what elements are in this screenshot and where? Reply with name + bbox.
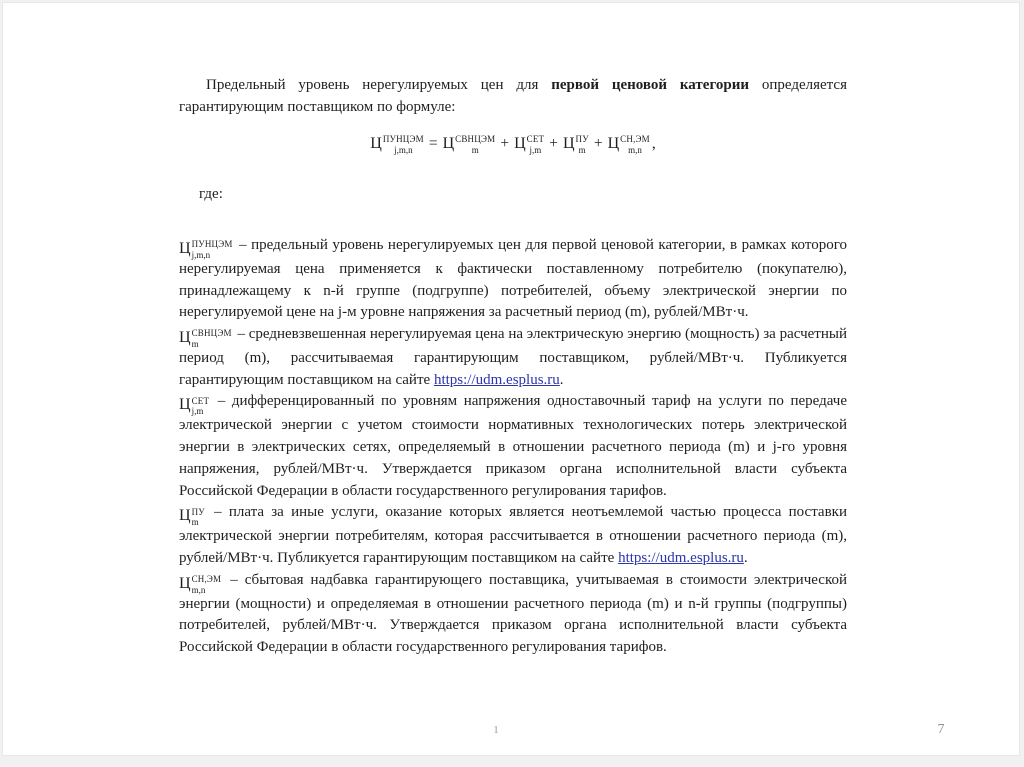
symbol-scripts xyxy=(192,508,205,528)
term-symbol xyxy=(179,574,221,594)
subscript: m,n xyxy=(628,144,642,155)
intro-paragraph xyxy=(179,75,847,119)
document-page-number: 1 xyxy=(493,724,499,736)
term-symbol xyxy=(179,239,233,259)
symbol-base: Ц xyxy=(607,135,620,152)
definition-text xyxy=(179,504,847,566)
text-segment: определяется гарантирующим поставщиком по формуле: xyxy=(179,77,847,115)
symbol-scripts xyxy=(527,135,545,155)
definition-pu xyxy=(179,502,847,569)
term-symbol xyxy=(179,328,232,348)
text-segment: – сбытовая надбавка гарантирующего поставщика, учитываемая в стоимости электрической энергии (мощности) и определяемая в отношении расчетного периода (m) и n-й группы (подгруппы) потребителей, рублей/МВт·ч. Утверждается приказом органа исполнительной власти субъекта Российской Федерации в области государственного регулирования тарифов. xyxy=(179,571,847,656)
definition-punczem xyxy=(179,235,847,324)
definitions-list xyxy=(179,235,847,659)
where-label: где: xyxy=(199,186,223,202)
superscript: СН,ЭМ xyxy=(620,134,650,145)
definition-set xyxy=(179,391,847,502)
symbol-base: Ц xyxy=(179,574,191,592)
document-slide xyxy=(2,2,1020,756)
symbol-scripts xyxy=(455,135,495,155)
text-segment: – дифференцированный по уровням напряжения одноставочный тариф на услуги по передаче электрической энергии с учетом стоимости нормативных технологических потерь электрической энергии в электрических сетях, определяемый в отношении расчетного периода (m) и j-го уровня напряжения, рублей/МВт·ч. Утверждается приказом органа исполнительной власти субъекта Российской Федерации в области государственного регулирования тарифов. xyxy=(179,393,847,499)
text-segment: – плата за иные услуги, оказание которых является неотъемлемой частью процесса поставки электрической энергии потребителям, которая рассчитывается в отношении расчетного периода (m), рублей/МВт·ч. Публикуется гарантирующим поставщиком на сайте xyxy=(179,504,847,566)
math-symbol xyxy=(514,134,544,154)
superscript: СЕТ xyxy=(526,134,545,145)
symbol-base: Ц xyxy=(370,135,382,152)
superscript: ПУ xyxy=(575,134,589,145)
math-symbol xyxy=(370,134,424,154)
symbol-base: Ц xyxy=(562,135,575,152)
subscript: m xyxy=(578,144,586,155)
superscript: ПУНЦЭМ xyxy=(191,239,233,250)
slide-page-number: 7 xyxy=(937,721,945,736)
symbol-scripts xyxy=(192,240,233,260)
subscript: j,m,n xyxy=(191,249,211,260)
math-symbol xyxy=(563,134,589,154)
price-formula xyxy=(179,133,847,155)
symbol-base: Ц xyxy=(179,329,191,347)
link-udm-esplus[interactable]: https://udm.esplus.ru xyxy=(618,549,744,566)
definition-snem xyxy=(179,570,847,659)
symbol-base: Ц xyxy=(442,135,455,152)
symbol-base: Ц xyxy=(179,507,191,525)
subscript: j,m xyxy=(191,406,204,417)
subscript: j,m,n xyxy=(394,144,413,155)
formula-operator: + xyxy=(549,135,558,152)
symbol-base: Ц xyxy=(179,240,191,257)
symbol-scripts xyxy=(576,135,589,155)
symbol-scripts xyxy=(192,329,232,349)
symbol-scripts xyxy=(192,575,222,595)
symbol-base: Ц xyxy=(514,135,526,152)
math-symbol xyxy=(443,134,496,154)
math-symbol xyxy=(608,134,650,154)
superscript: СЕТ xyxy=(191,395,210,406)
superscript: СН,ЭМ xyxy=(191,574,222,585)
definition-text xyxy=(179,393,847,498)
text-segment: – предельный уровень нерегулируемых цен для первой ценовой категории, в рамках которого нерегулируемая цена применяется к фактически поставленному потребителю (покупателю), принадлежащему к n-й группе (подгруппе) потребителей, объему электрической энергии по нерегулируемой цене на j-м уровне напряжения за расчетный период (m), рублей/МВт·ч. xyxy=(179,237,847,321)
text-segment: Предельный уровень нерегулируемых цен для xyxy=(206,77,552,93)
subscript: m xyxy=(471,144,479,155)
symbol-scripts xyxy=(192,397,210,417)
formula-operator: + xyxy=(500,135,510,152)
definition-text xyxy=(179,326,847,388)
text-segment: . xyxy=(559,371,564,388)
formula-operator: + xyxy=(593,135,603,152)
text-segment: – средневзвешенная нерегулируемая цена на электрическую энергию (мощность) за расчетный период (m), рассчитываемая гарантирующим поставщиком, рублей/МВт·ч. Публикуется гарантирующим поставщиком на сайте xyxy=(179,326,847,388)
formula-comma: , xyxy=(651,135,656,152)
text-segment: . xyxy=(743,549,748,566)
symbol-scripts xyxy=(620,135,650,155)
subscript: j,m xyxy=(529,144,542,155)
definition-svnczem xyxy=(179,324,847,391)
symbol-scripts xyxy=(383,135,424,155)
subscript: m xyxy=(191,338,199,349)
definition-text xyxy=(179,237,847,320)
subscript: m,n xyxy=(191,584,206,595)
term-symbol xyxy=(179,396,209,416)
subscript: m xyxy=(191,517,199,528)
link-udm-esplus[interactable]: https://udm.esplus.ru xyxy=(433,371,560,388)
symbol-base: Ц xyxy=(179,396,191,414)
superscript: СВНЦЭМ xyxy=(455,134,496,145)
term-symbol xyxy=(179,507,205,527)
formula-operator: = xyxy=(428,135,438,152)
definition-text xyxy=(179,572,847,655)
superscript: СВНЦЭМ xyxy=(191,328,232,339)
emphasis-text: первой ценовой категории xyxy=(551,77,750,93)
superscript: ПУНЦЭМ xyxy=(382,134,424,145)
superscript: ПУ xyxy=(191,506,205,517)
